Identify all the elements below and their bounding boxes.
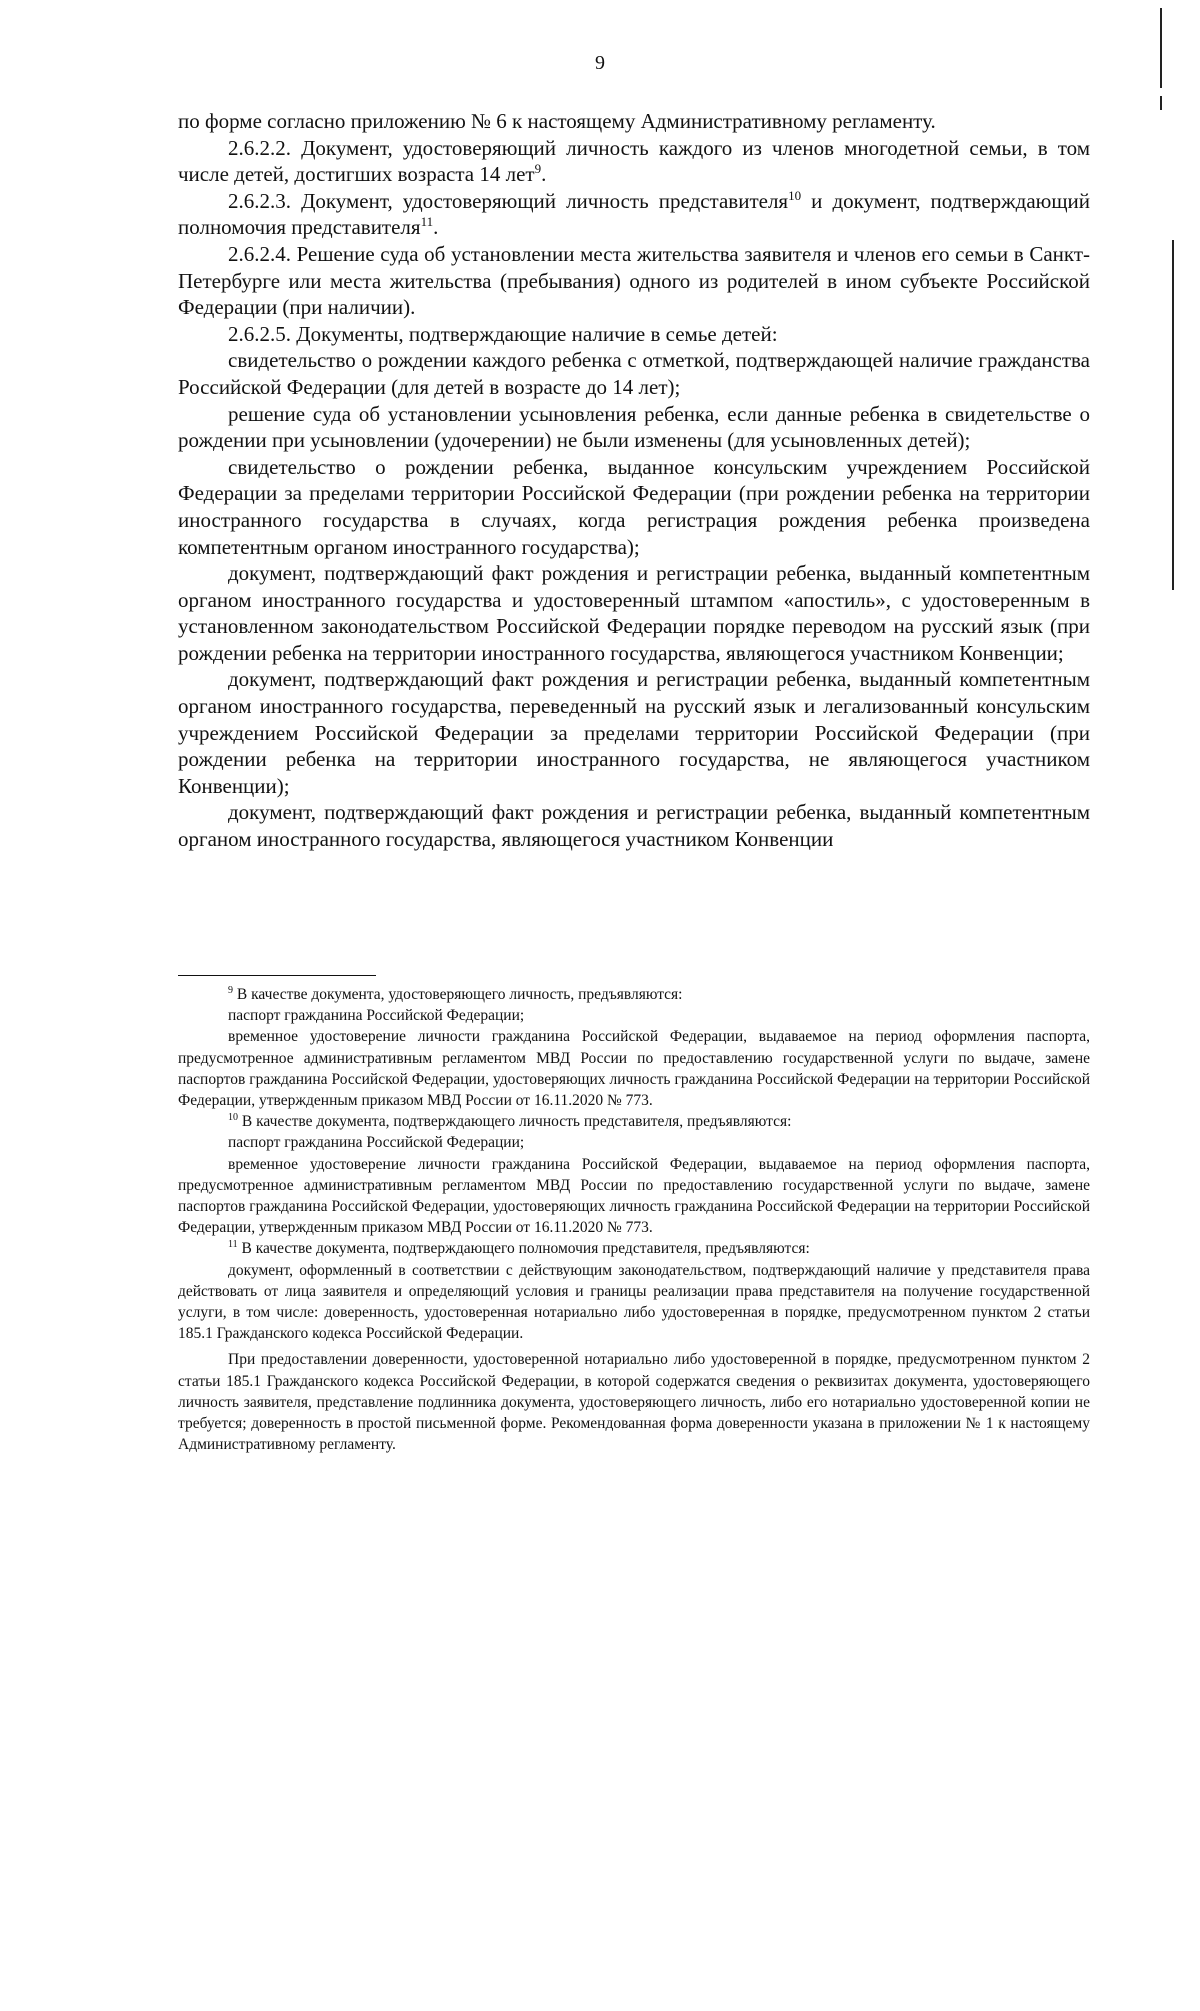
footnote-ref: 9	[534, 161, 542, 177]
footnote-10	[178, 1111, 1090, 1132]
footnote-item: При предоставлении доверенности, удостоверенной нотариально либо удостоверенной в порядке, предусмотренном пунктом 2 статьи 185.1 Гражданского кодекса Российской Федерации, в которой содержатся сведения о реквизитах документа, удостоверяющего личность заявителя, представление подлинника документа, удостоверяющего личность, либо его нотариально удостоверенной копии не требуется; доверенность в простой письменной форме. Рекомендованная форма доверенности указана в приложении № 1 к настоящему Административному регламенту.	[178, 1351, 1090, 1454]
paragraph-text: 2.6.2.2. Документ, удостоверяющий личность каждого из членов многодетной семьи, в том числе детей, достигших возраста 14 лет	[178, 135, 1090, 187]
footnote-text: В качестве документа, удостоверяющего личность, предъявляются:	[233, 986, 683, 1003]
paragraph: свидетельство о рождении каждого ребенка с отметкой, подтверждающей наличие гражданства Российской Федерации (для детей в возрасте до 14 лет);	[178, 348, 1090, 399]
footnote-mark: 10	[228, 1112, 238, 1124]
footnote-item: паспорт гражданина Российской Федерации;	[228, 1134, 525, 1152]
page-number: 9	[595, 52, 605, 74]
footnote-text: В качестве документа, подтверждающего полномочия представителя, предъявляются:	[237, 1240, 810, 1258]
footnote-9	[178, 984, 1090, 1005]
document-body	[178, 108, 1090, 853]
paragraph-end: .	[433, 215, 439, 240]
paragraph-end: .	[541, 162, 547, 187]
footnote-ref: 11	[420, 214, 434, 230]
footnotes	[178, 984, 1090, 1455]
paragraph: документ, подтверждающий факт рождения и регистрации ребенка, выданный компетентным органом иностранного государства, переведенный на русский язык и легализованный консульским учреждением Российской Федерации за пределами территории Российской Федерации (при рождении ребенка на территории иностранного государства, не являющегося участником Конвенции);	[178, 667, 1090, 798]
paragraph	[178, 135, 1090, 188]
footnote-11	[178, 1238, 1090, 1259]
paragraph: по форме согласно приложению № 6 к настоящему Административному регламенту.	[178, 109, 936, 133]
paragraph: документ, подтверждающий факт рождения и регистрации ребенка, выданный компетентным органом иностранного государства, являющегося участником Конвенции	[178, 800, 1090, 852]
paragraph-text: и документ, подтверждающий полномочия представителя	[178, 188, 1091, 240]
scan-edge-mark	[1160, 96, 1162, 110]
scan-edge-mark	[1172, 240, 1174, 590]
footnote-text: В качестве документа, подтверждающего личность представителя, предъявляются:	[238, 1113, 792, 1131]
footnote-mark: 11	[228, 1239, 238, 1251]
paragraph: 2.6.2.4. Решение суда об установлении места жительства заявителя и членов его семьи в Санкт-Петербурге или места жительства (пребывания) одного из родителей в ином субъекте Российской Федерации (при наличии).	[178, 241, 1090, 320]
scan-edge-mark	[1160, 8, 1162, 88]
paragraph: решение суда об установлении усыновления ребенка, если данные ребенка в свидетельстве о рождении при усыновлении (удочерении) не были изменены (для усыновленных детей);	[178, 401, 1090, 453]
footnote-item: документ, оформленный в соответствии с действующим законодательством, подтверждающий наличие у представителя права действовать от лица заявителя и определяющий условия и границы реализации права представителя на получение государственной услуги, в том числе: доверенность, удостоверенная нотариально либо удостоверенная в порядке, предусмотренном пунктом 2 статьи 185.1 Гражданского кодекса Российской Федерации.	[178, 1261, 1090, 1343]
paragraph: свидетельство о рождении ребенка, выданное консульским учреждением Российской Федерации за пределами территории Российской Федерации (при рождении ребенка на территории иностранного государства в случаях, когда регистрация рождения ребенка произведена компетентным органом иностранного государства);	[178, 454, 1090, 559]
footnote-item: временное удостоверение личности гражданина Российской Федерации, выдаваемое на период оформления паспорта, предусмотренное административным регламентом МВД России по предоставлению государственной услуги по выдаче, замене паспортов гражданина Российской Федерации, удостоверяющих личность гражданина Российской Федерации на территории Российской Федерации, утвержденным приказом МВД России от 16.11.2020 № 773.	[178, 1028, 1090, 1110]
footnote-ref: 10	[788, 187, 802, 203]
paragraph: документ, подтверждающий факт рождения и регистрации ребенка, выданный компетентным органом иностранного государства и удостоверенный штампом «апостиль», с удостоверенным в установленном законодательством Российской Федерации порядке переводом на русский язык (при рождении ребенка на территории иностранного государства, являющегося участником Конвенции;	[178, 561, 1090, 665]
paragraph	[178, 188, 1090, 241]
footnote-item: временное удостоверение личности гражданина Российской Федерации, выдаваемое на период оформления паспорта, предусмотренное административным регламентом МВД России по предоставлению государственной услуги по выдаче, замене паспортов гражданина Российской Федерации, удостоверяющих личность гражданина Российской Федерации на территории Российской Федерации, утвержденным приказом МВД России от 16.11.2020 № 773.	[178, 1155, 1090, 1237]
footnote-item: паспорт гражданина Российской Федерации;	[228, 1007, 525, 1025]
paragraph: 2.6.2.5. Документы, подтверждающие наличие в семье детей:	[228, 321, 778, 346]
footnote-separator	[178, 975, 376, 976]
footnote-mark: 9	[228, 984, 233, 996]
paragraph-text: 2.6.2.3. Документ, удостоверяющий личность представителя	[228, 188, 789, 213]
